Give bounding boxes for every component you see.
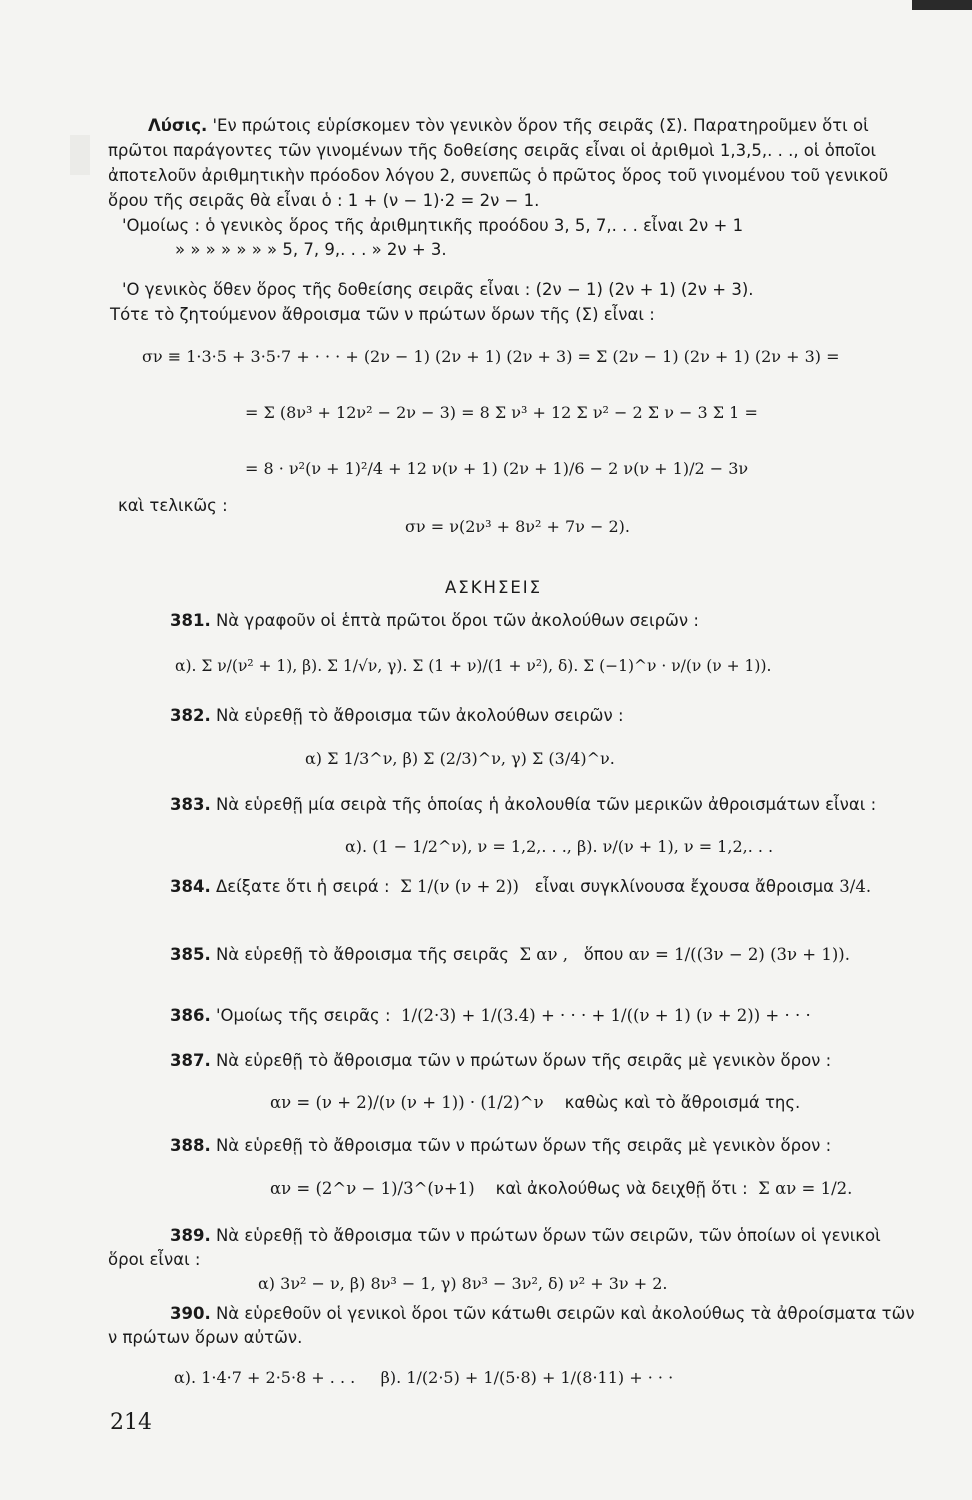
exercise-389-cont: ὅροι εἶναι : — [108, 1250, 201, 1269]
solution-line-6: » » » » » » » 5, 7, 9,. . . » 2ν + 3. — [175, 240, 447, 259]
exercise-388-term: αν = (2^ν − 1)/3^(ν+1) καὶ ἀκολούθως νὰ δειχθῇ ὅτι : Σ αν = 1/2. — [270, 1179, 853, 1198]
exercise-384-sum: 3/4. — [839, 877, 872, 896]
exercise-383: 383. Νὰ εὑρεθῇ μία σειρὰ τῆς ὁποίας ἡ ἀκολουθία τῶν μερικῶν ἀθροισμάτων εἶναι : — [170, 795, 877, 814]
solution-line-5: 'Ομοίως : ὁ γενικὸς ὅρος τῆς ἀριθμητικῆς προόδου 3, 5, 7,. . . εἶναι 2ν + 1 — [122, 216, 744, 235]
exercise-384-series: Σ 1/(ν (ν + 2)) — [394, 877, 530, 896]
equation-4: σν = ν(2ν³ + 8ν² + 7ν − 2). — [405, 517, 630, 536]
exercise-389-items: α) 3ν² − ν, β) 8ν³ − 1, γ) 8ν³ − 3ν², δ) ν² + 3ν + 2. — [258, 1274, 668, 1293]
exercise-390-items: α). 1·4·7 + 2·5·8 + . . . β). 1/(2·5) + 1/(5·8) + 1/(8·11) + · · · — [174, 1368, 674, 1387]
exercises-heading: ΑΣΚΗΣΕΙΣ — [445, 578, 543, 597]
finally-label: καὶ τελικῶς : — [118, 496, 228, 515]
exercise-381-items: α). Σ ν/(ν² + 1), β). Σ 1/√ν, γ). Σ (1 + ν)/(1 + ν²), δ). Σ (−1)^ν · ν/(ν (ν + 1)). — [175, 657, 772, 675]
solution-line-4: ὅρου τῆς σειρᾶς θὰ εἶναι ὁ : 1 + (ν − 1)·2 = 2ν − 1. — [108, 191, 540, 210]
solution-line-1: Λύσις. 'Εν πρώτοις εὑρίσκομεν τὸν γενικὸν ὅρον τῆς σειρᾶς (Σ). Παρατηροῦμεν ὅτι οἱ — [148, 116, 869, 135]
equation-3: = 8 · ν²(ν + 1)²/4 + 12 ν(ν + 1) (2ν + 1)/6 − 2 ν(ν + 1)/2 − 3ν — [245, 459, 749, 478]
exercise-385-term: αν = 1/((3ν − 2) (3ν + 1)). — [628, 945, 850, 964]
exercise-383-items: α). (1 − 1/2^ν), ν = 1,2,. . ., β). ν/(ν + 1), ν = 1,2,. . . — [345, 837, 774, 856]
exercise-382-items: α) Σ 1/3^ν, β) Σ (2/3)^ν, γ) Σ (3/4)^ν. — [305, 749, 615, 768]
exercise-389: 389. Νὰ εὑρεθῇ τὸ ἄθροισμα τῶν ν πρώτων ὅρων τῶν σειρῶν, τῶν ὁποίων οἱ γενικοὶ — [170, 1226, 881, 1245]
exercise-387-term: αν = (ν + 2)/(ν (ν + 1)) · (1/2)^ν καθὼς καὶ τὸ ἄθροισμά της. — [270, 1093, 801, 1112]
page-number: 214 — [110, 1410, 152, 1435]
exercise-385: 385. Νὰ εὑρεθῇ τὸ ἄθροισμα τῆς σειρᾶς Σ αν , ὅπου αν = 1/((3ν − 2) (3ν + 1)). — [170, 945, 850, 964]
exercise-382: 382. Νὰ εὑρεθῇ τὸ ἄθροισμα τῶν ἀκολούθων σειρῶν : — [170, 706, 624, 725]
equation-1: σν ≡ 1·3·5 + 3·5·7 + · · · + (2ν − 1) (2ν + 1) (2ν + 3) = Σ (2ν − 1) (2ν + 1) (2ν + 3) = — [142, 347, 840, 366]
solution-line-3: ἀποτελοῦν ἀριθμητικὴν πρόοδον λόγου 2, συνεπῶς ὁ πρῶτος ὅρος τοῦ γινομένου τοῦ γενικοῦ — [108, 166, 889, 185]
exercise-381: 381. Νὰ γραφοῦν οἱ ἑπτὰ πρῶτοι ὅροι τῶν ἀκολούθων σειρῶν : — [170, 611, 699, 630]
solution-label: Λύσις. — [148, 116, 208, 135]
scan-edge — [912, 0, 972, 10]
solution-line-2: πρῶτοι παράγοντες τῶν γινομένων τῆς δοθείσης σειρᾶς εἶναι οἱ ἀριθμοὶ 1,3,5,. . ., οἱ ὁποῖοι — [108, 141, 877, 160]
solution-line-8: Τότε τὸ ζητούμενον ἄθροισμα τῶν ν πρώτων ὅρων τῆς (Σ) εἶναι : — [110, 305, 655, 324]
exercise-386: 386. 'Ομοίως τῆς σειρᾶς : 1/(2·3) + 1/(3.4) + · · · + 1/((ν + 1) (ν + 2)) + · · · — [170, 1006, 811, 1025]
exercise-385-series: Σ αν , — [514, 945, 579, 964]
exercise-390: 390. Νὰ εὑρεθοῦν οἱ γενικοὶ ὅροι τῶν κάτωθι σειρῶν καὶ ἀκολούθως τὰ ἀθροίσματα τῶν — [170, 1304, 915, 1323]
solution-line-7: 'Ο γενικὸς ὅθεν ὅρος τῆς δοθείσης σειρᾶς εἶναι : (2ν − 1) (2ν + 1) (2ν + 3). — [122, 280, 754, 299]
exercise-390-cont: ν πρώτων ὅρων αὐτῶν. — [108, 1328, 303, 1347]
equation-2: = Σ (8ν³ + 12ν² − 2ν − 3) = 8 Σ ν³ + 12 Σ ν² − 2 Σ ν − 3 Σ 1 = — [245, 403, 758, 422]
exercise-386-series: 1/(2·3) + 1/(3.4) + · · · + 1/((ν + 1) (ν + 2)) + · · · — [395, 1006, 811, 1025]
exercise-388: 388. Νὰ εὑρεθῇ τὸ ἄθροισμα τῶν ν πρώτων ὅρων τῆς σειρᾶς μὲ γενικὸν ὅρον : — [170, 1136, 832, 1155]
exercise-387: 387. Νὰ εὑρεθῇ τὸ ἄθροισμα τῶν ν πρώτων ὅρων τῆς σειρᾶς μὲ γενικὸν ὅρον : — [170, 1051, 832, 1070]
bleed-through — [70, 135, 90, 175]
exercise-384: 384. Δείξατε ὅτι ἡ σειρά : Σ 1/(ν (ν + 2)) εἶναι συγκλίνουσα ἔχουσα ἄθροισμα 3/4. — [170, 877, 872, 896]
